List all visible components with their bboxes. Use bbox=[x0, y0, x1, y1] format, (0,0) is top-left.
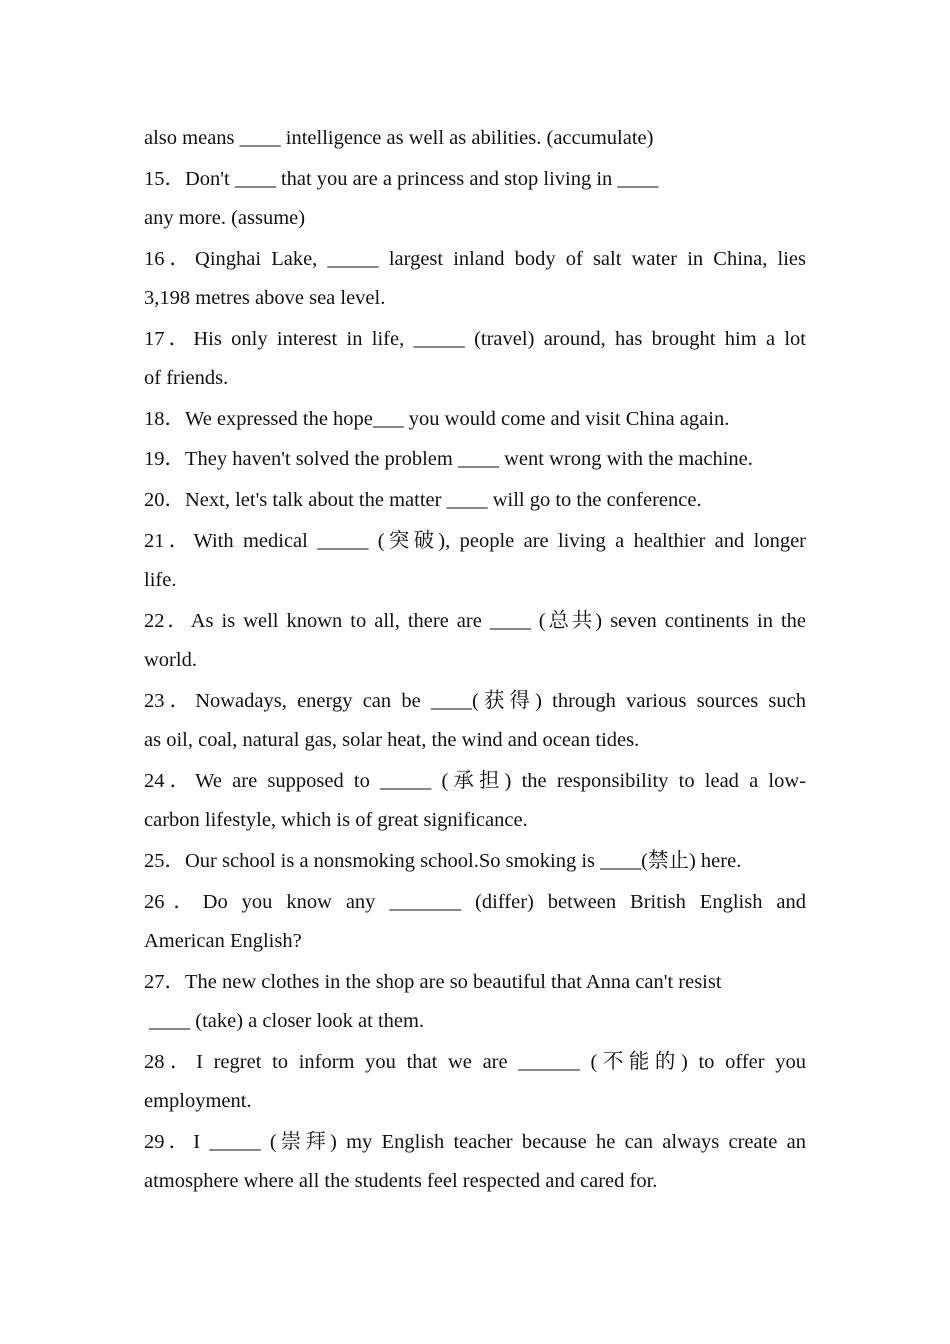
question-15: 15．Don't ____ that you are a princess and stop living in ____ bbox=[144, 167, 659, 190]
question-23: 23．Nowadays, energy can be ____(获得) through various sources such bbox=[144, 689, 806, 712]
question-22-cont: world. bbox=[144, 649, 197, 672]
question-26: 26．Do you know any _______ (differ) between British English and bbox=[144, 890, 806, 913]
question-24: 24．We are supposed to _____ (承担) the responsibility to lead a low- bbox=[144, 769, 806, 792]
text-line-q14-cont: also means ____ intelligence as well as abilities. (accumulate) bbox=[144, 127, 654, 149]
question-17-cont: of friends. bbox=[144, 366, 229, 389]
question-18: 18．We expressed the hope___ you would come and visit China again. bbox=[144, 407, 730, 430]
question-20: 20．Next, let's talk about the matter ____ will go to the conference. bbox=[144, 489, 702, 512]
question-28: 28．I regret to inform you that we are ______ (不能的) to offer you bbox=[144, 1050, 806, 1073]
question-24-cont: carbon lifestyle, which is of great significance. bbox=[144, 809, 528, 832]
question-19: 19．They haven't solved the problem ____ went wrong with the machine. bbox=[144, 448, 753, 471]
question-25: 25．Our school is a nonsmoking school.So smoking is ____(禁止) here. bbox=[144, 849, 742, 872]
question-28-cont: employment. bbox=[144, 1089, 252, 1112]
question-16: 16．Qinghai Lake, _____ largest inland body of salt water in China, lies bbox=[144, 247, 806, 270]
question-26-cont: American English? bbox=[144, 929, 302, 952]
question-21-cont: life. bbox=[144, 569, 177, 592]
question-22: 22．As is well known to all, there are ____ (总共) seven continents in the bbox=[144, 610, 806, 632]
question-27: 27．The new clothes in the shop are so beautiful that Anna can't resist bbox=[144, 970, 722, 993]
question-27-cont: ____ (take) a closer look at them. bbox=[144, 1009, 425, 1032]
question-15-cont: any more. (assume) bbox=[144, 206, 306, 229]
question-21: 21．With medical _____ (突破), people are living a healthier and longer bbox=[144, 530, 806, 553]
question-29: 29．I _____ (崇拜) my English teacher because he can always create an bbox=[144, 1130, 806, 1153]
question-23-cont: as oil, coal, natural gas, solar heat, the wind and ocean tides. bbox=[144, 729, 640, 752]
question-16-cont: 3,198 metres above sea level. bbox=[144, 286, 386, 309]
document-page bbox=[144, 119, 806, 1201]
question-17: 17．His only interest in life, _____ (travel) around, has brought him a lot bbox=[144, 327, 806, 350]
question-29-cont: atmosphere where all the students feel respected and cared for. bbox=[144, 1169, 658, 1192]
